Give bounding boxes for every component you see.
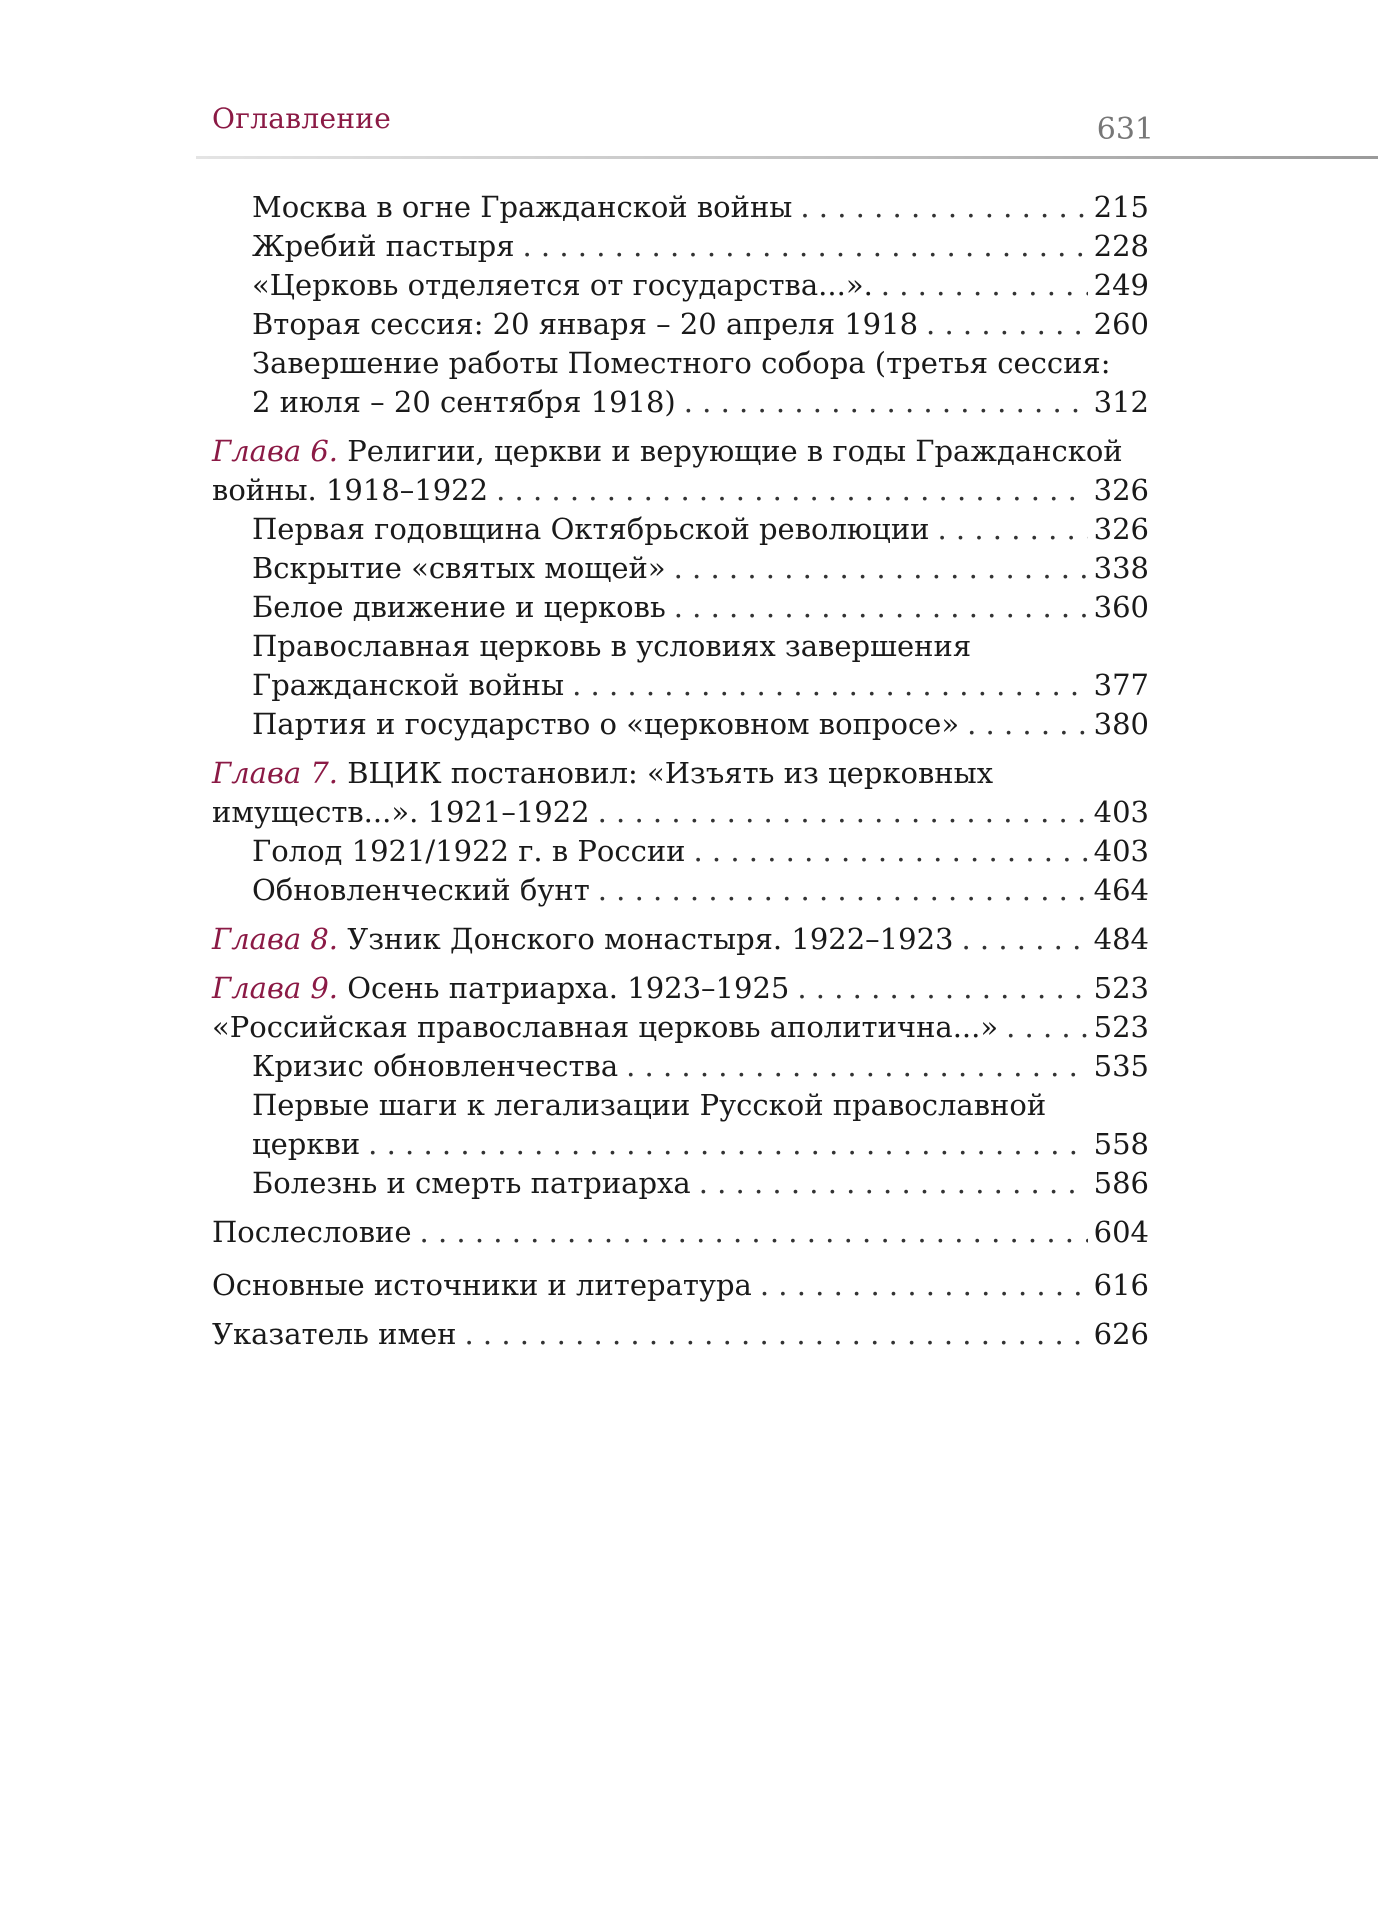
toc-entry[interactable] xyxy=(212,305,1149,344)
toc-entry-title: «Российская православная церковь аполитична...» xyxy=(212,1010,999,1044)
toc-entry-page: 558 xyxy=(1093,1127,1149,1161)
running-head-title: Оглавление xyxy=(212,102,392,135)
chapter-label: Глава 6. xyxy=(212,434,339,468)
toc-entry-page: 616 xyxy=(1093,1268,1149,1302)
chapter-label: Глава 7. xyxy=(212,756,339,790)
toc-entry[interactable] xyxy=(212,588,1149,627)
toc-entry-page: 604 xyxy=(1093,1215,1149,1249)
toc-entry[interactable] xyxy=(212,1086,1149,1164)
toc-entry[interactable] xyxy=(212,1266,1149,1305)
toc-entry[interactable] xyxy=(212,266,1149,305)
toc-entry-title: «Церковь отделяется от государства...». xyxy=(252,268,873,302)
dot-leader xyxy=(572,666,1088,705)
toc-entry[interactable] xyxy=(212,344,1149,422)
dot-leader xyxy=(967,705,1088,744)
toc-entry[interactable] xyxy=(212,871,1149,910)
dot-leader xyxy=(694,832,1088,871)
dot-leader xyxy=(674,549,1088,588)
toc-entry[interactable] xyxy=(212,510,1149,549)
dot-leader xyxy=(760,1266,1088,1305)
toc-entry-title: Кризис обновленчества xyxy=(252,1049,619,1083)
chapter-label: Глава 8. xyxy=(212,922,339,956)
dot-leader xyxy=(684,383,1088,422)
toc-entry-title-line2: Гражданской войны xyxy=(252,668,565,702)
toc-entry-page: 326 xyxy=(1093,512,1149,546)
dot-leader xyxy=(926,305,1088,344)
dot-leader xyxy=(523,227,1088,266)
dot-leader xyxy=(598,871,1088,910)
toc-chapter-entry[interactable] xyxy=(212,920,1149,959)
toc-entry-title: Голод 1921/1922 г. в России xyxy=(252,834,686,868)
toc-entry-page: 523 xyxy=(1093,1010,1149,1044)
toc-entry-title-line2: церкви xyxy=(252,1127,361,1161)
toc-entry-title-line2: 2 июля – 20 сентября 1918) xyxy=(252,385,676,419)
toc-entry-page: 360 xyxy=(1093,590,1149,624)
toc-entry-title: Осень патриарха. 1923–1925 xyxy=(338,971,790,1005)
toc-entry-title: Указатель имен xyxy=(212,1317,457,1351)
toc-entry-title: Узник Донского монастыря. 1922–1923 xyxy=(338,922,954,956)
dot-leader xyxy=(626,1047,1088,1086)
toc-entry-page: 338 xyxy=(1093,551,1149,585)
dot-leader xyxy=(496,471,1088,510)
toc-chapter-entry[interactable] xyxy=(212,432,1149,510)
dot-leader xyxy=(420,1213,1088,1252)
header-rule xyxy=(196,156,1378,159)
toc-entry-title-line2: войны. 1918–1922 xyxy=(212,473,489,507)
chapter-label: Глава 9. xyxy=(212,971,339,1005)
dot-leader xyxy=(881,266,1088,305)
toc-entry[interactable] xyxy=(212,227,1149,266)
toc-entry[interactable] xyxy=(212,549,1149,588)
toc-entry-title: Болезнь и смерть патриарха xyxy=(252,1166,691,1200)
toc-entry-title-line1: Первые шаги к легализации Русской православной xyxy=(252,1088,1047,1122)
toc-chapter-entry[interactable] xyxy=(212,969,1149,1008)
dot-leader xyxy=(961,920,1087,959)
toc-entry[interactable] xyxy=(212,705,1149,744)
toc-entry-page: 586 xyxy=(1093,1166,1149,1200)
toc-entry-title-line1: Завершение работы Поместного собора (третья сессия: xyxy=(252,346,1111,380)
toc-entry-page: 523 xyxy=(1093,971,1149,1005)
toc-entry-page: 249 xyxy=(1093,268,1149,302)
dot-leader xyxy=(937,510,1087,549)
toc-entry-title: Белое движение и церковь xyxy=(252,590,666,624)
toc-entry-title-line1: Религии, церкви и верующие в годы Гражданской xyxy=(338,434,1123,468)
toc-entry-page: 403 xyxy=(1093,795,1149,829)
toc-entry-title: Обновленческий бунт xyxy=(252,873,590,907)
toc-entry-title-line1: Православная церковь в условиях завершения xyxy=(252,629,972,663)
toc-entry[interactable] xyxy=(212,1213,1149,1252)
page-number: 631 xyxy=(1096,112,1154,147)
toc-chapter-entry[interactable] xyxy=(212,754,1149,832)
toc-entry[interactable] xyxy=(212,627,1149,705)
toc-entry-page: 260 xyxy=(1093,307,1149,341)
toc-entry-page: 626 xyxy=(1093,1317,1149,1351)
table-of-contents xyxy=(212,188,1149,1354)
dot-leader xyxy=(598,793,1088,832)
toc-entry-page: 377 xyxy=(1093,668,1149,702)
toc-entry-title: Вторая сессия: 20 января – 20 апреля 1918 xyxy=(252,307,919,341)
toc-entry[interactable] xyxy=(212,832,1149,871)
toc-entry-page: 312 xyxy=(1093,385,1149,419)
toc-entry[interactable] xyxy=(212,1164,1149,1203)
toc-entry-title: Послесловие xyxy=(212,1215,412,1249)
toc-entry-title: Партия и государство о «церковном вопросе» xyxy=(252,707,960,741)
toc-entry-page: 464 xyxy=(1093,873,1149,907)
toc-entry-title: Вскрытие «святых мощей» xyxy=(252,551,666,585)
toc-entry-page: 215 xyxy=(1093,190,1149,224)
toc-entry-title: Основные источники и литература xyxy=(212,1268,752,1302)
toc-entry-title: Москва в огне Гражданской войны xyxy=(252,190,793,224)
dot-leader xyxy=(1006,1008,1088,1047)
toc-entry-page: 403 xyxy=(1093,834,1149,868)
dot-leader xyxy=(465,1315,1088,1354)
dot-leader xyxy=(699,1164,1088,1203)
dot-leader xyxy=(800,188,1087,227)
toc-entry-page: 484 xyxy=(1093,922,1149,956)
toc-entry-title: Первая годовщина Октябрьской революции xyxy=(252,512,930,546)
toc-entry-title: Жребий пастыря xyxy=(252,229,515,263)
toc-entry-page: 535 xyxy=(1093,1049,1149,1083)
toc-entry[interactable] xyxy=(212,1008,1149,1047)
toc-entry-page: 326 xyxy=(1093,473,1149,507)
dot-leader xyxy=(674,588,1088,627)
toc-entry-title-line2: имуществ...». 1921–1922 xyxy=(212,795,590,829)
toc-entry[interactable] xyxy=(212,1315,1149,1354)
toc-entry-title-line1: ВЦИК постановил: «Изъять из церковных xyxy=(338,756,994,790)
dot-leader xyxy=(368,1125,1087,1164)
toc-entry-page: 380 xyxy=(1093,707,1149,741)
dot-leader xyxy=(797,969,1087,1008)
toc-entry[interactable] xyxy=(212,1047,1149,1086)
toc-entry[interactable] xyxy=(212,188,1149,227)
toc-entry-page: 228 xyxy=(1093,229,1149,263)
